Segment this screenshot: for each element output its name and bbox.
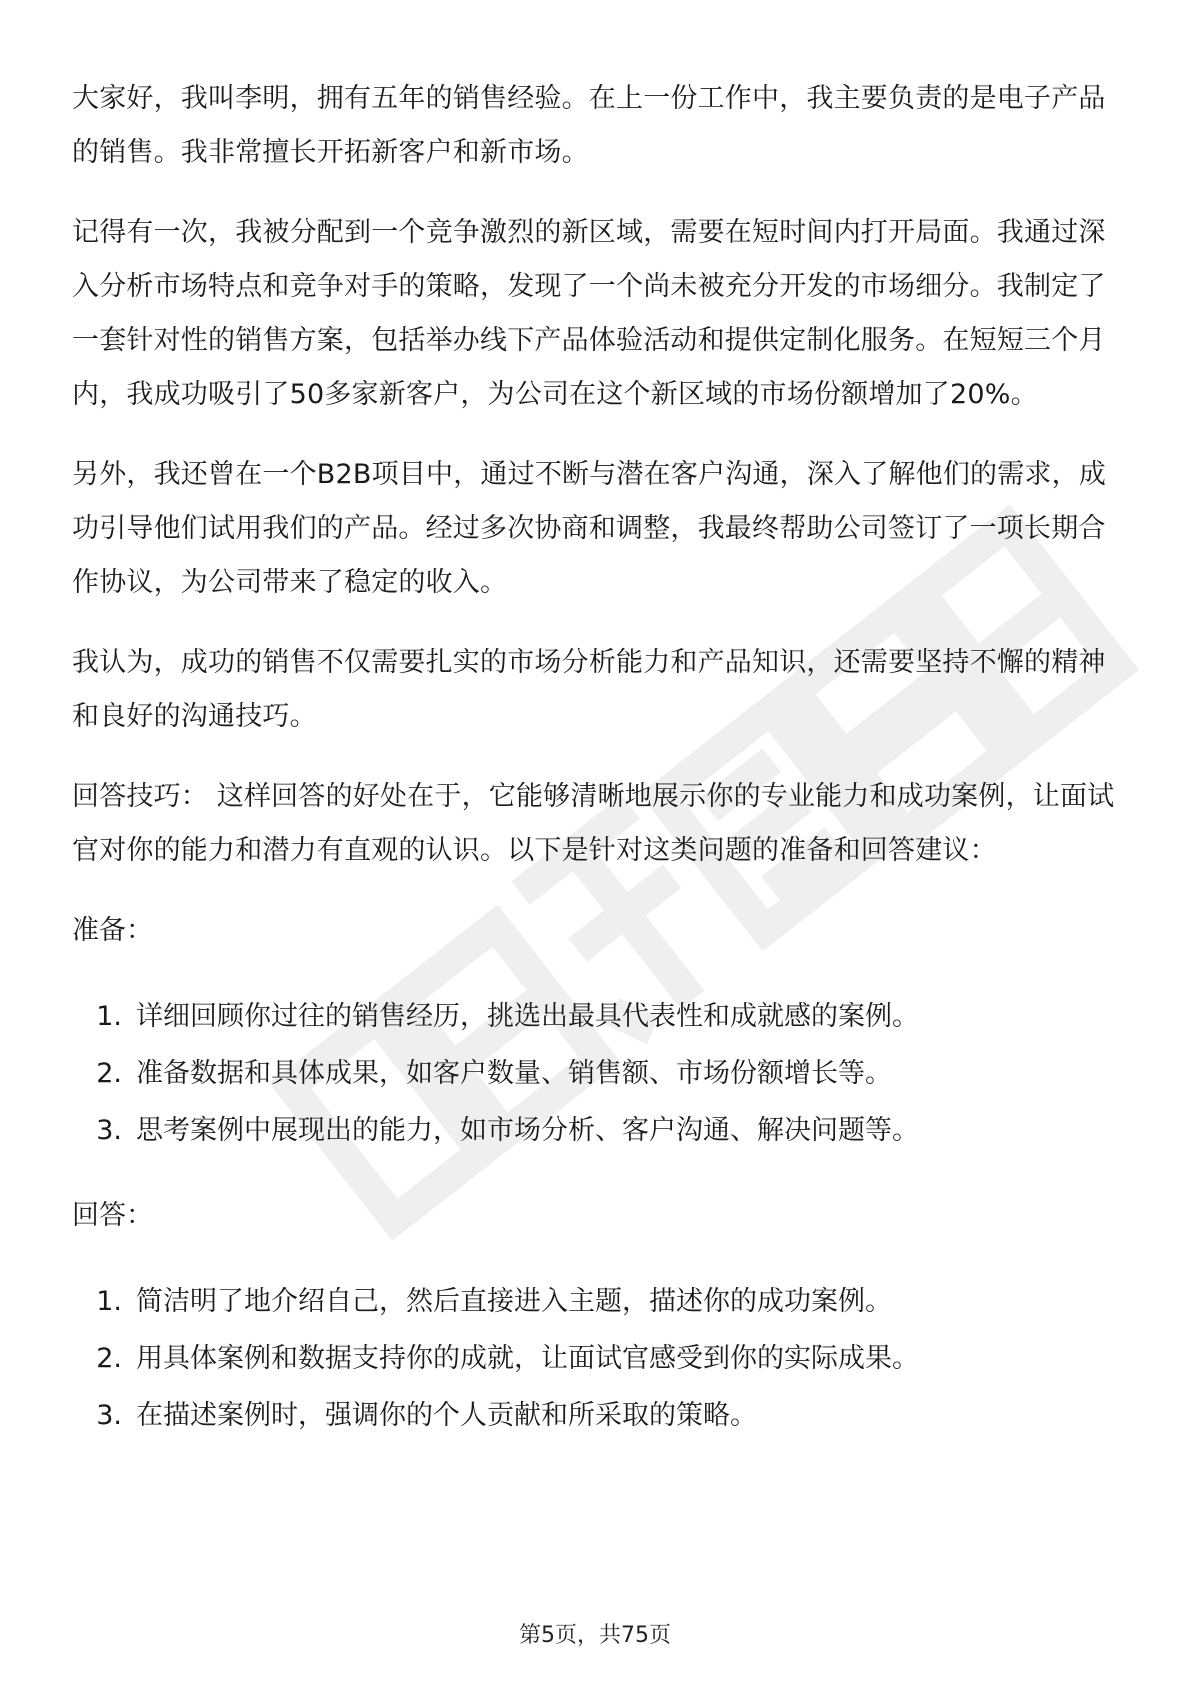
- list-item: [72, 1102, 1122, 1159]
- list-text: 简洁明了地介绍自己，然后直接进入主题，描述你的成功案例。: [136, 1286, 892, 1317]
- list-item: [72, 988, 1122, 1045]
- page-footer: 第5页，共75页: [519, 1623, 671, 1648]
- list-number: 2.: [96, 1058, 122, 1089]
- list-number: 1.: [96, 1286, 122, 1317]
- b2b-paragraph: 另外，我还曾在一个B2B项目中，通过不断与潜在客户沟通，深入了解他们的需求，成功引导他们试用我们的产品。经过多次协商和调整，我最终帮助公司签订了一项长期合作协议，为公司带来了稳定的收入。: [72, 459, 1107, 598]
- list-number: 2.: [96, 1343, 122, 1374]
- list-number: 1.: [96, 1001, 122, 1032]
- list-item: [72, 1273, 1122, 1330]
- intro-paragraph: 大家好，我叫李明，拥有五年的销售经验。在上一份工作中，我主要负责的是电子产品的销售。我非常擅长开拓新客户和新市场。: [72, 83, 1106, 168]
- list-item: [72, 1045, 1122, 1102]
- list-item: [72, 1387, 1122, 1444]
- list-number: 3.: [96, 1115, 122, 1146]
- prep-list: [72, 988, 1122, 1159]
- list-text: 思考案例中展现出的能力，如市场分析、客户沟通、解决问题等。: [136, 1115, 919, 1146]
- list-text: 详细回顾你过往的销售经历，挑选出最具代表性和成就感的案例。: [136, 1001, 919, 1032]
- list-text: 用具体案例和数据支持你的成就，让面试官感受到你的实际成果。: [136, 1343, 919, 1374]
- tips-paragraph: 回答技巧： 这样回答的好处在于，它能够清晰地展示你的专业能力和成功案例，让面试官对你的能力和潜力有直观的认识。以下是针对这类问题的准备和回答建议：: [72, 781, 1115, 866]
- prep-heading: 准备：: [72, 915, 153, 946]
- document-page: [72, 72, 1122, 1444]
- answer-list: [72, 1273, 1122, 1444]
- story-paragraph: 记得有一次，我被分配到一个竞争激烈的新区域，需要在短时间内打开局面。我通过深入分析市场特点和竞争对手的策略，发现了一个尚未被充分开发的市场细分。我制定了一套针对性的销售方案，包括举办线下产品体验活动和提供定制化服务。在短短三个月内，我成功吸引了50多家新客户，为公司在这个新区域的市场份额增加了20%。: [72, 217, 1106, 410]
- answer-heading: 回答：: [72, 1200, 153, 1231]
- list-item: [72, 1330, 1122, 1387]
- list-number: 3.: [96, 1400, 122, 1431]
- list-text: 准备数据和具体成果，如客户数量、销售额、市场份额增长等。: [136, 1058, 892, 1089]
- list-text: 在描述案例时，强调你的个人贡献和所采取的策略。: [136, 1400, 757, 1431]
- conclusion-paragraph: 我认为，成功的销售不仅需要扎实的市场分析能力和产品知识，还需要坚持不懈的精神和良好的沟通技巧。: [72, 647, 1106, 732]
